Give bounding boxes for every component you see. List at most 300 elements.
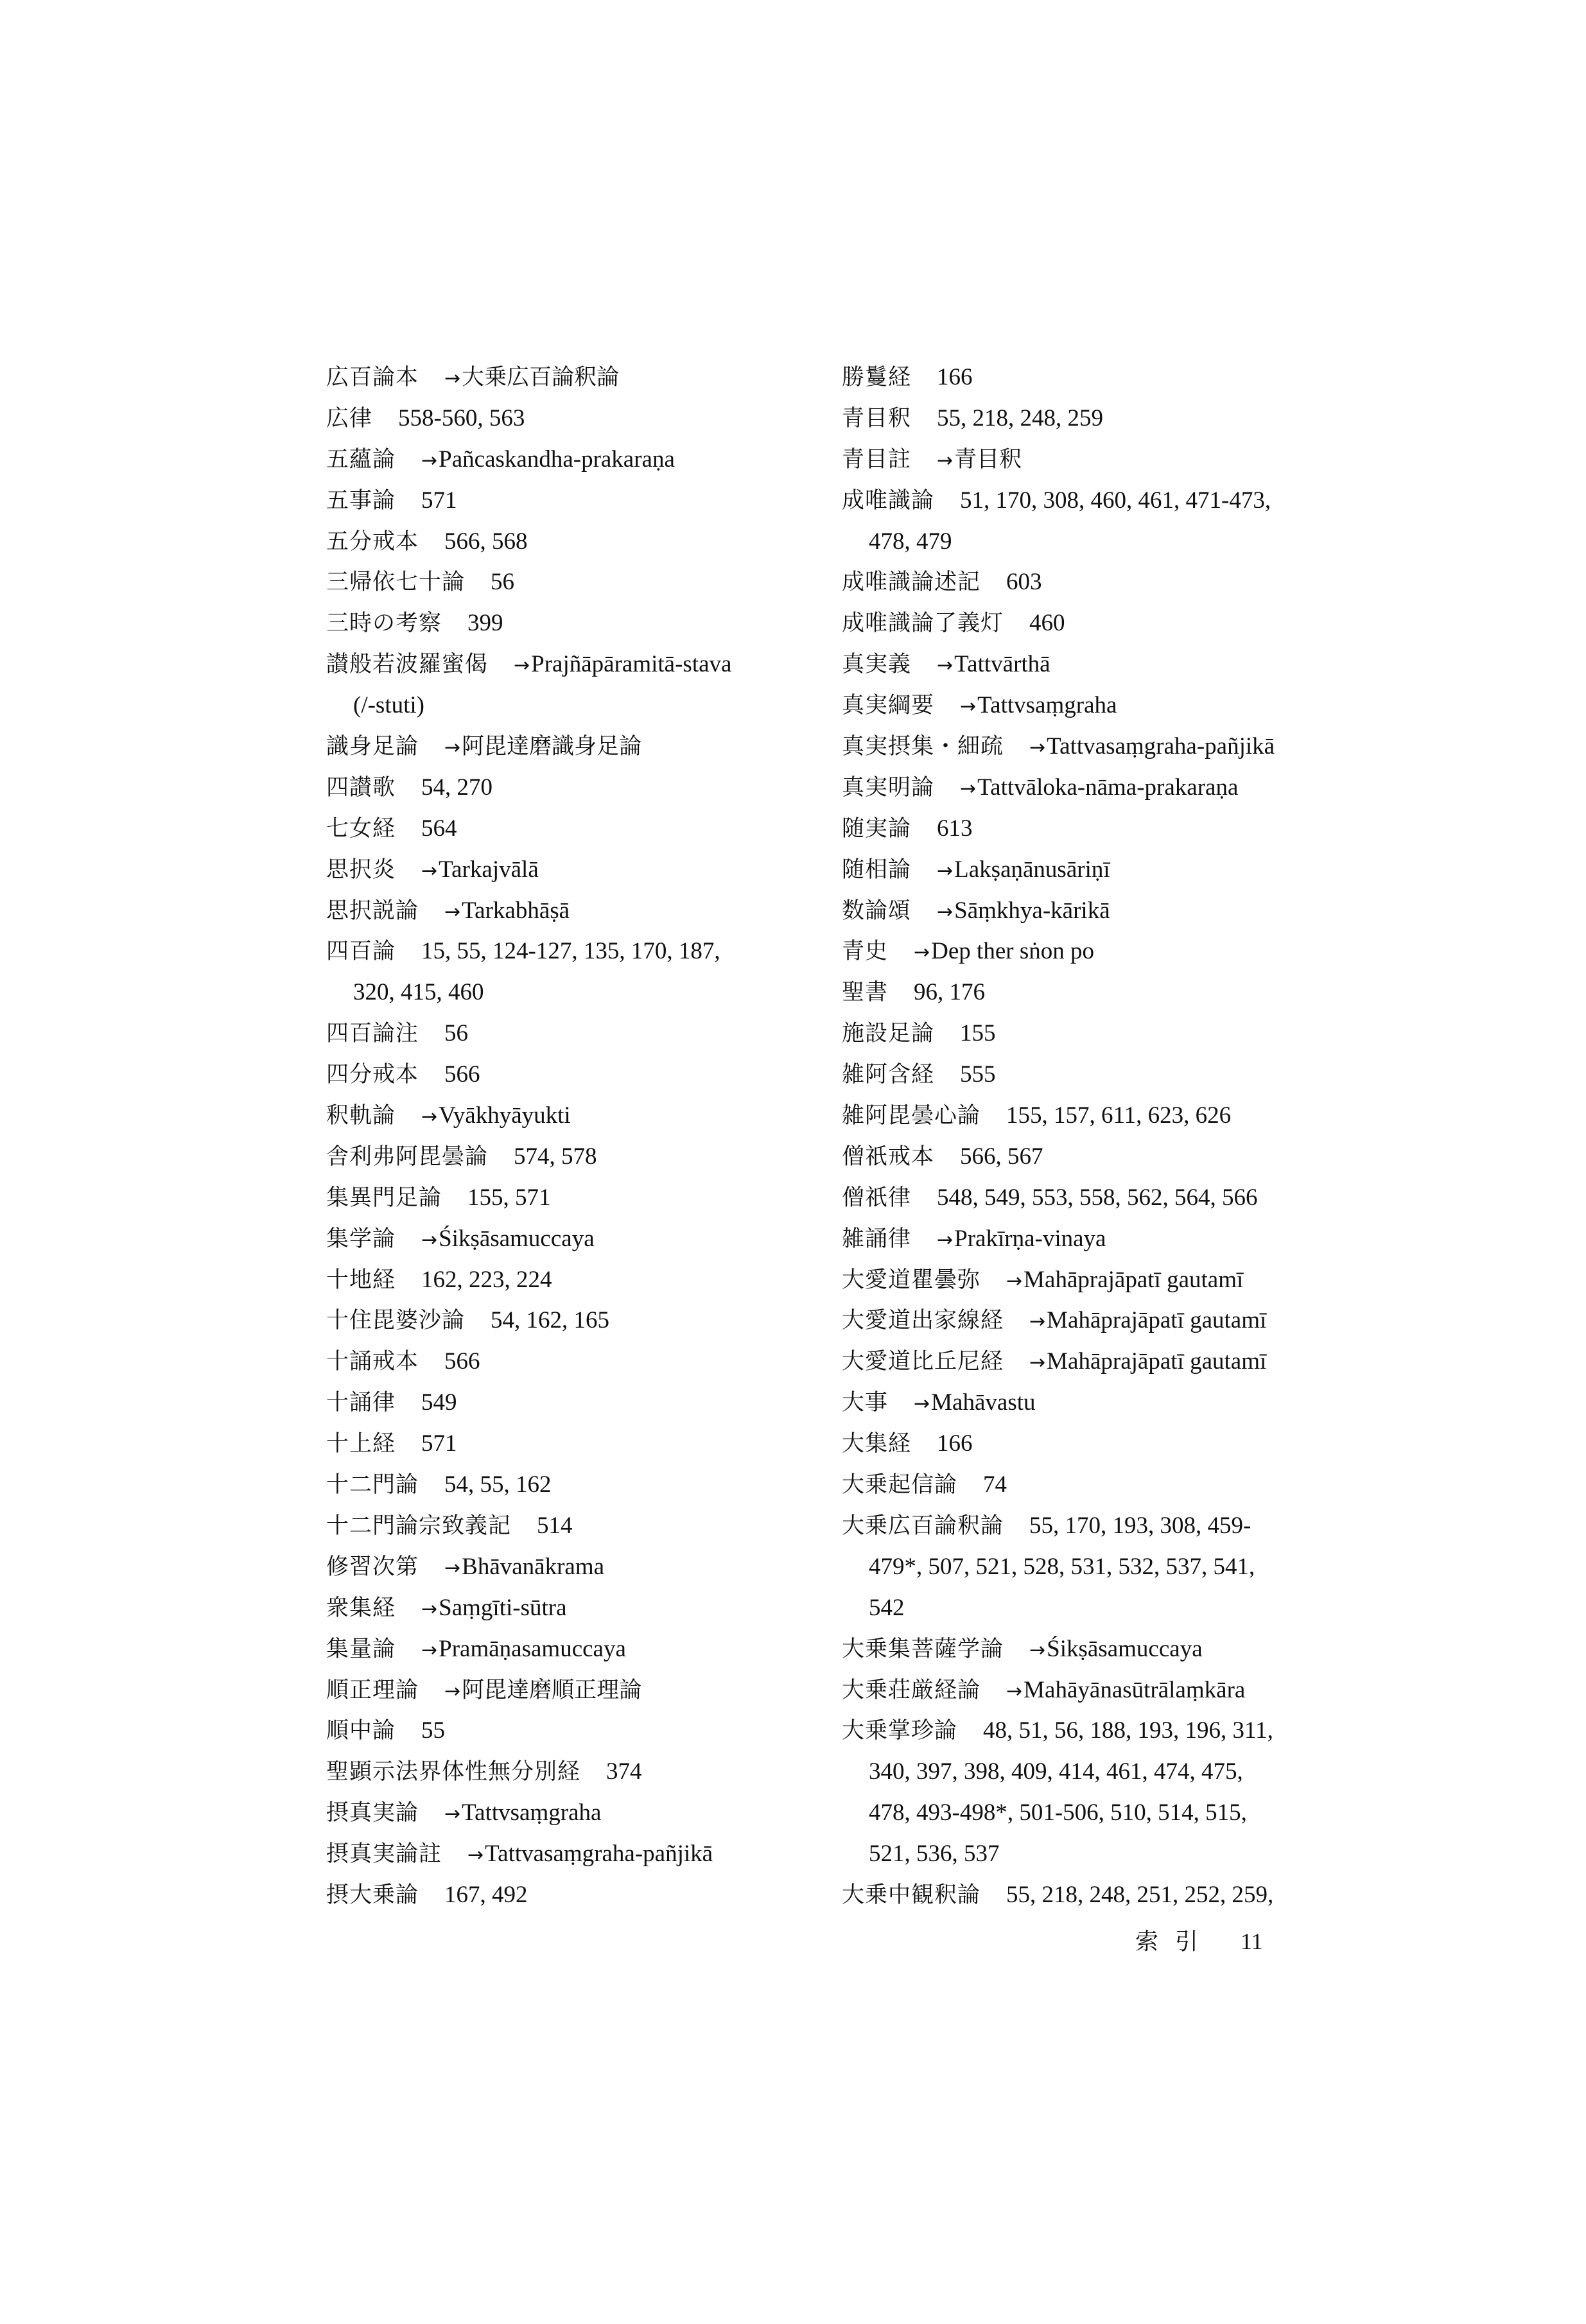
index-entry <box>326 1013 814 1054</box>
page-references <box>467 1184 551 1211</box>
index-entry <box>326 931 814 972</box>
entry-term: 成唯識論 <box>842 487 935 514</box>
index-entry <box>326 1792 814 1834</box>
page-numbers: 374 <box>606 1758 642 1785</box>
index-entry-continuation: 521, 536, 537 <box>869 1841 1000 1868</box>
page-references <box>1006 1882 1273 1908</box>
index-entry <box>326 562 814 603</box>
index-entry <box>326 1751 814 1792</box>
entry-term: 摂大乗論 <box>326 1882 419 1908</box>
index-entry-continuation: 479*, 507, 521, 528, 531, 532, 537, 541, <box>869 1553 1255 1580</box>
page-numbers: 566, 568 <box>444 528 528 555</box>
page-references <box>421 487 457 514</box>
entry-term: 真実綱要 <box>842 693 935 719</box>
index-entry <box>842 603 1343 644</box>
entry-term: 真実明論 <box>842 774 935 801</box>
index-entry <box>326 1710 814 1751</box>
index-entry <box>842 480 1343 521</box>
page-references <box>537 1513 573 1539</box>
page-numbers: 155, 157, 611, 623, 626 <box>1006 1102 1232 1129</box>
index-entry <box>326 357 814 398</box>
index-entry <box>842 972 1343 1013</box>
page-references <box>421 774 492 801</box>
cross-reference <box>1029 1307 1266 1333</box>
entry-term: 集学論 <box>326 1226 396 1252</box>
index-entry <box>842 1260 1343 1301</box>
page-numbers: 55, 218, 248, 251, 252, 259, <box>1006 1881 1274 1908</box>
index-entry <box>326 1464 814 1505</box>
entry-term: 五分戒本 <box>326 528 419 555</box>
cross-reference <box>937 898 1110 924</box>
page-references <box>937 1184 1258 1211</box>
cross-reference <box>1029 1348 1266 1374</box>
cross-reference <box>421 1102 571 1129</box>
index-entry <box>326 726 814 767</box>
entry-term: 大乗中観釈論 <box>842 1882 981 1908</box>
index-entry <box>842 1423 1343 1464</box>
index-entry <box>842 1670 1343 1711</box>
page-references <box>960 1143 1043 1170</box>
index-entry <box>326 603 814 644</box>
index-entry-continuation: 340, 397, 398, 409, 414, 461, 474, 475, <box>869 1758 1243 1785</box>
page-numbers: 56 <box>444 1020 469 1047</box>
index-entry <box>842 1710 1343 1751</box>
page-references <box>491 569 514 595</box>
cross-reference <box>421 446 675 473</box>
cross-reference <box>421 1636 626 1662</box>
cross-reference <box>1006 1677 1245 1703</box>
arrow-right-icon: → <box>444 1679 461 1703</box>
cross-reference-target: Śikṣāsamuccaya <box>439 1225 595 1252</box>
entry-term: 勝鬘経 <box>842 365 912 390</box>
index-entry <box>326 398 814 439</box>
entry-term: 四百論注 <box>326 1021 419 1047</box>
index-column-left <box>326 357 814 1916</box>
page-numbers: 74 <box>983 1471 1007 1498</box>
cross-reference <box>421 856 539 883</box>
entry-term: 釈軌論 <box>326 1103 396 1129</box>
index-entry <box>326 480 814 521</box>
entry-term: 成唯識論述記 <box>842 569 981 596</box>
cross-reference <box>1006 1267 1243 1293</box>
entry-term: 大愛道比丘尼経 <box>842 1349 1004 1375</box>
index-entry <box>326 767 814 808</box>
index-entry <box>842 1054 1343 1095</box>
cross-reference <box>444 1677 641 1703</box>
cross-reference-target: Prakīrṇa-vinaya <box>954 1225 1106 1252</box>
index-entry <box>842 357 1343 398</box>
entry-term: 聖書 <box>842 980 889 1006</box>
entry-term: 広律 <box>326 405 373 431</box>
page-numbers: 460 <box>1029 610 1065 637</box>
index-entry <box>842 726 1343 767</box>
cross-reference-target: Pramāṇasamuccaya <box>439 1635 626 1662</box>
entry-term: 四分戒本 <box>326 1062 419 1088</box>
page-references <box>491 1307 609 1333</box>
cross-reference <box>937 651 1050 677</box>
arrow-right-icon: → <box>937 1228 954 1251</box>
page-number: 11 <box>1241 1929 1263 1954</box>
cross-reference <box>514 651 731 677</box>
entry-term: 青目釈 <box>842 405 912 431</box>
cross-reference <box>444 733 641 759</box>
entry-term: 十住毘婆沙論 <box>326 1308 466 1334</box>
entry-term: 三時の考察 <box>326 611 442 637</box>
page-references <box>398 405 525 431</box>
cross-reference <box>914 1389 1036 1416</box>
page-references <box>444 528 528 555</box>
page-numbers: 155, 571 <box>467 1184 551 1211</box>
page-references <box>937 405 1103 431</box>
index-entry-continuation: 542 <box>869 1594 905 1621</box>
arrow-right-icon: → <box>960 777 977 800</box>
arrow-right-icon: → <box>914 1392 930 1416</box>
page-references <box>421 938 720 964</box>
cross-reference-target: Tattvasaṃgraha-pañjikā <box>1047 733 1275 760</box>
entry-term: 成唯識論了義灯 <box>842 611 1004 637</box>
page-references <box>983 1471 1007 1498</box>
entry-term: 摂真実論註 <box>326 1841 442 1868</box>
page-numbers: 566, 567 <box>960 1143 1043 1170</box>
index-entry <box>842 767 1343 808</box>
cross-reference-target: Mahāyānasūtrālaṃkāra <box>1024 1676 1246 1703</box>
cross-reference-target: Tattvāloka-nāma-prakaraṇa <box>977 774 1239 801</box>
index-entry-continuation: 478, 493-498*, 501-506, 510, 514, 515, <box>869 1799 1247 1826</box>
entry-term: 随実論 <box>842 815 912 842</box>
entry-term: 讃般若波羅蜜偈 <box>326 652 489 678</box>
cross-reference <box>444 1799 601 1826</box>
page-numbers: 166 <box>937 364 973 390</box>
page-references <box>444 1471 552 1498</box>
entry-term: 広百論本 <box>326 365 419 390</box>
cross-reference-target: Tattvārthā <box>954 651 1050 678</box>
index-entry-continuation: (/-stuti) <box>353 692 424 719</box>
page-references <box>914 979 985 1005</box>
entry-term: 識身足論 <box>326 734 419 760</box>
entry-term: 大乗掌珍論 <box>842 1718 958 1744</box>
index-entry <box>326 1177 814 1218</box>
index-entry <box>842 1177 1343 1218</box>
page-references <box>444 1020 468 1046</box>
index-entry <box>326 890 814 932</box>
index-entry <box>326 1054 814 1095</box>
entry-term: 雑誦律 <box>842 1226 912 1252</box>
page-numbers: 162, 223, 224 <box>421 1266 552 1293</box>
entry-term: 数論頌 <box>842 898 912 924</box>
index-entry <box>326 1300 814 1341</box>
page-numbers: 96, 176 <box>914 979 986 1006</box>
page-numbers: 571 <box>421 1430 457 1457</box>
index-entry <box>842 439 1343 480</box>
index-entry <box>842 1629 1343 1670</box>
cross-reference-target: Mahāprajāpatī gautamī <box>1047 1307 1267 1334</box>
entry-term: 摂真実論 <box>326 1800 419 1826</box>
entry-term: 三帰依七十論 <box>326 569 466 596</box>
entry-term: 十二門論 <box>326 1472 419 1498</box>
page-numbers: 15, 55, 124-127, 135, 170, 187, <box>421 938 720 965</box>
index-entry <box>326 1588 814 1629</box>
arrow-right-icon: → <box>444 736 461 759</box>
cross-reference-target: Lakṣaṇānusāriṇī <box>954 856 1110 883</box>
page-numbers: 514 <box>537 1512 573 1539</box>
page-numbers: 566 <box>444 1348 480 1375</box>
page-references <box>467 610 503 636</box>
index-entry <box>842 1505 1343 1547</box>
cross-reference <box>421 1595 567 1621</box>
page-references <box>1006 1102 1231 1129</box>
arrow-right-icon: → <box>421 1597 438 1620</box>
arrow-right-icon: → <box>937 654 954 677</box>
page-references <box>444 1348 480 1374</box>
index-entry <box>326 521 814 562</box>
index-entry <box>326 1547 814 1588</box>
page-numbers: 55, 170, 193, 308, 459- <box>1029 1512 1251 1539</box>
arrow-right-icon: → <box>1006 1269 1023 1292</box>
index-entry <box>842 808 1343 849</box>
arrow-right-icon: → <box>937 859 954 882</box>
entry-term: 雑阿含経 <box>842 1062 935 1088</box>
arrow-right-icon: → <box>421 1228 438 1251</box>
entry-term: 大愛道瞿曇弥 <box>842 1267 981 1293</box>
cross-reference-target: Bhāvanākrama <box>462 1553 605 1580</box>
page-numbers: 564 <box>421 815 457 842</box>
index-entry <box>842 562 1343 603</box>
page-numbers: 571 <box>421 487 457 514</box>
cross-reference <box>937 446 1022 473</box>
index-entry <box>842 398 1343 439</box>
arrow-right-icon: → <box>444 367 461 390</box>
cross-reference-target: Vyākhyāyukti <box>439 1102 571 1129</box>
entry-term: 大愛道出家線経 <box>842 1308 1004 1334</box>
entry-term: 大乗集菩薩学論 <box>842 1636 1004 1662</box>
entry-term: 十地経 <box>326 1267 396 1293</box>
arrow-right-icon: → <box>937 900 954 923</box>
page-numbers: 55, 218, 248, 259 <box>937 404 1104 431</box>
cross-reference-target: 大乗広百論釈論 <box>462 365 620 390</box>
page-numbers: 613 <box>937 815 973 842</box>
index-column-right <box>842 357 1343 1916</box>
arrow-right-icon: → <box>467 1844 484 1867</box>
index-entry <box>326 808 814 849</box>
index-entry <box>842 1218 1343 1260</box>
entry-term: 青史 <box>842 939 889 965</box>
page-references <box>937 1430 973 1457</box>
cross-reference-target: Prajñāpāramitā-stava <box>531 651 732 678</box>
page-numbers: 56 <box>491 569 515 596</box>
cross-reference-target: Tarkabhāṣā <box>462 897 570 924</box>
index-entry <box>842 1013 1343 1054</box>
page-numbers: 167, 492 <box>444 1881 528 1908</box>
page-references <box>606 1758 642 1785</box>
index-entry <box>842 890 1343 932</box>
cross-reference-target: Tattvsaṃgraha <box>462 1799 602 1826</box>
cross-reference <box>421 1226 595 1252</box>
entry-term: 大乗荘厳経論 <box>842 1677 981 1703</box>
entry-term: 大乗広百論釈論 <box>842 1513 1004 1539</box>
entry-term: 四讃歌 <box>326 774 396 801</box>
arrow-right-icon: → <box>444 1803 461 1826</box>
index-entry <box>842 931 1343 972</box>
arrow-right-icon: → <box>1029 1310 1046 1333</box>
page-references <box>937 815 973 842</box>
arrow-right-icon: → <box>514 654 530 677</box>
cross-reference <box>444 364 619 390</box>
index-entry <box>326 1670 814 1711</box>
index-entry <box>842 644 1343 685</box>
cross-reference-target: Mahāvastu <box>931 1389 1036 1416</box>
page-references <box>421 1717 445 1744</box>
index-entry <box>326 1218 814 1260</box>
page-numbers: 399 <box>467 610 503 637</box>
page-footer <box>1135 1923 1263 1956</box>
page-numbers: 555 <box>960 1061 996 1088</box>
arrow-right-icon: → <box>1029 1638 1046 1661</box>
index-entry <box>842 1136 1343 1177</box>
cross-reference <box>960 692 1117 718</box>
page-numbers: 155 <box>960 1020 996 1047</box>
arrow-right-icon: → <box>960 695 977 718</box>
page-numbers: 574, 578 <box>514 1143 597 1170</box>
page-references <box>1029 610 1065 636</box>
cross-reference <box>444 1554 604 1580</box>
entry-term: 舎利弗阿毘曇論 <box>326 1143 489 1170</box>
index-entry <box>842 1095 1343 1136</box>
cross-reference <box>960 774 1238 801</box>
index-entry <box>326 1136 814 1177</box>
page-numbers: 48, 51, 56, 188, 193, 196, 311, <box>983 1717 1273 1744</box>
cross-reference-target: Saṃgīti-sūtra <box>439 1594 567 1621</box>
entry-term: 集量論 <box>326 1636 396 1662</box>
page-references <box>444 1882 528 1908</box>
cross-reference <box>1029 1636 1203 1662</box>
index-entry <box>842 1464 1343 1505</box>
cross-reference-target: 阿毘達磨識身足論 <box>462 734 642 760</box>
entry-term: 七女経 <box>326 815 396 842</box>
index-entry <box>326 439 814 480</box>
cross-reference-target: Sāṃkhya-kārikā <box>954 897 1110 924</box>
cross-reference-target: 阿毘達磨順正理論 <box>462 1677 642 1703</box>
page-references <box>983 1717 1273 1744</box>
page-references <box>421 1267 552 1293</box>
arrow-right-icon: → <box>444 900 461 923</box>
entry-term: 集異門足論 <box>326 1184 442 1211</box>
index-entry <box>326 849 814 890</box>
page-references <box>514 1143 597 1170</box>
index-entry <box>842 1300 1343 1341</box>
cross-reference <box>467 1841 713 1867</box>
page-references <box>421 1389 457 1416</box>
entry-term: 思択炎 <box>326 856 396 883</box>
arrow-right-icon: → <box>1006 1679 1023 1703</box>
entry-term: 十誦律 <box>326 1390 396 1416</box>
index-entry <box>842 685 1343 726</box>
entry-term: 大乗起信論 <box>842 1472 958 1498</box>
entry-term: 衆集経 <box>326 1595 396 1621</box>
cross-reference-target: Tattvasaṃgraha-pañjikā <box>485 1841 713 1868</box>
page-references <box>960 1020 996 1046</box>
page-numbers: 54, 270 <box>421 774 493 801</box>
page-references <box>421 1430 457 1457</box>
arrow-right-icon: → <box>421 1638 438 1661</box>
arrow-right-icon: → <box>914 941 930 964</box>
page-numbers: 558-560, 563 <box>398 404 525 431</box>
index-entry <box>842 1875 1343 1916</box>
page-numbers: 603 <box>1006 569 1042 596</box>
cross-reference-target: Tattvsaṃgraha <box>977 692 1117 719</box>
page-numbers: 54, 55, 162 <box>444 1471 552 1498</box>
index-entry <box>326 1834 814 1875</box>
cross-reference <box>1029 733 1275 759</box>
entry-term: 順中論 <box>326 1718 396 1744</box>
page-numbers: 549 <box>421 1389 457 1416</box>
cross-reference-target: Pañcaskandha-prakaraṇa <box>439 446 675 473</box>
index-entry <box>326 1341 814 1382</box>
cross-reference <box>914 938 1094 964</box>
entry-term: 十上経 <box>326 1431 396 1457</box>
entry-term: 雑阿毘曇心論 <box>842 1103 981 1129</box>
page-references <box>421 815 457 842</box>
page-numbers: 166 <box>937 1430 973 1457</box>
cross-reference <box>937 1226 1106 1252</box>
cross-reference-target: 青目釈 <box>954 446 1022 473</box>
index-entry <box>326 1095 814 1136</box>
entry-term: 真実義 <box>842 652 912 678</box>
page-references <box>960 487 1271 514</box>
entry-term: 僧祇律 <box>842 1184 912 1211</box>
page-numbers: 51, 170, 308, 460, 461, 471-473, <box>960 487 1271 514</box>
cross-reference-target: Mahāprajāpatī gautamī <box>1047 1348 1267 1375</box>
arrow-right-icon: → <box>421 1106 438 1129</box>
page-numbers: 55 <box>421 1717 446 1744</box>
page-references <box>444 1061 480 1088</box>
index-entry-continuation: 320, 415, 460 <box>353 979 484 1006</box>
entry-term: 四百論 <box>326 939 396 965</box>
page-numbers: 548, 549, 553, 558, 562, 564, 566 <box>937 1184 1258 1211</box>
page-references <box>937 364 973 390</box>
index-entry <box>842 1382 1343 1423</box>
running-footer-label: 索引 <box>1135 1929 1216 1955</box>
arrow-right-icon: → <box>1029 736 1046 759</box>
entry-term: 十誦戒本 <box>326 1349 419 1375</box>
index-entry <box>326 1382 814 1423</box>
cross-reference-target: Dep ther sṅon po <box>931 938 1094 965</box>
index-entry <box>326 1505 814 1547</box>
entry-term: 順正理論 <box>326 1677 419 1703</box>
page-numbers: 566 <box>444 1061 480 1088</box>
index-entry <box>326 644 814 685</box>
arrow-right-icon: → <box>937 449 954 472</box>
index-entry <box>326 1423 814 1464</box>
arrow-right-icon: → <box>444 1556 461 1579</box>
entry-term: 五蘊論 <box>326 446 396 473</box>
entry-term: 青目註 <box>842 446 912 473</box>
index-entry <box>842 849 1343 890</box>
entry-term: 真実摂集・細疏 <box>842 734 1004 760</box>
arrow-right-icon: → <box>421 449 438 472</box>
index-entry <box>842 1341 1343 1382</box>
page-numbers: 54, 162, 165 <box>491 1307 610 1334</box>
entry-term: 僧祇戒本 <box>842 1143 935 1170</box>
entry-term: 十二門論宗致義記 <box>326 1513 512 1539</box>
index-entry <box>326 1875 814 1916</box>
cross-reference <box>444 898 570 924</box>
entry-term: 五事論 <box>326 487 396 514</box>
page-references <box>1029 1513 1251 1539</box>
entry-term: 修習次第 <box>326 1554 419 1580</box>
index-entry-continuation: 478, 479 <box>869 528 952 555</box>
entry-term: 大集経 <box>842 1431 912 1457</box>
cross-reference <box>937 856 1110 883</box>
